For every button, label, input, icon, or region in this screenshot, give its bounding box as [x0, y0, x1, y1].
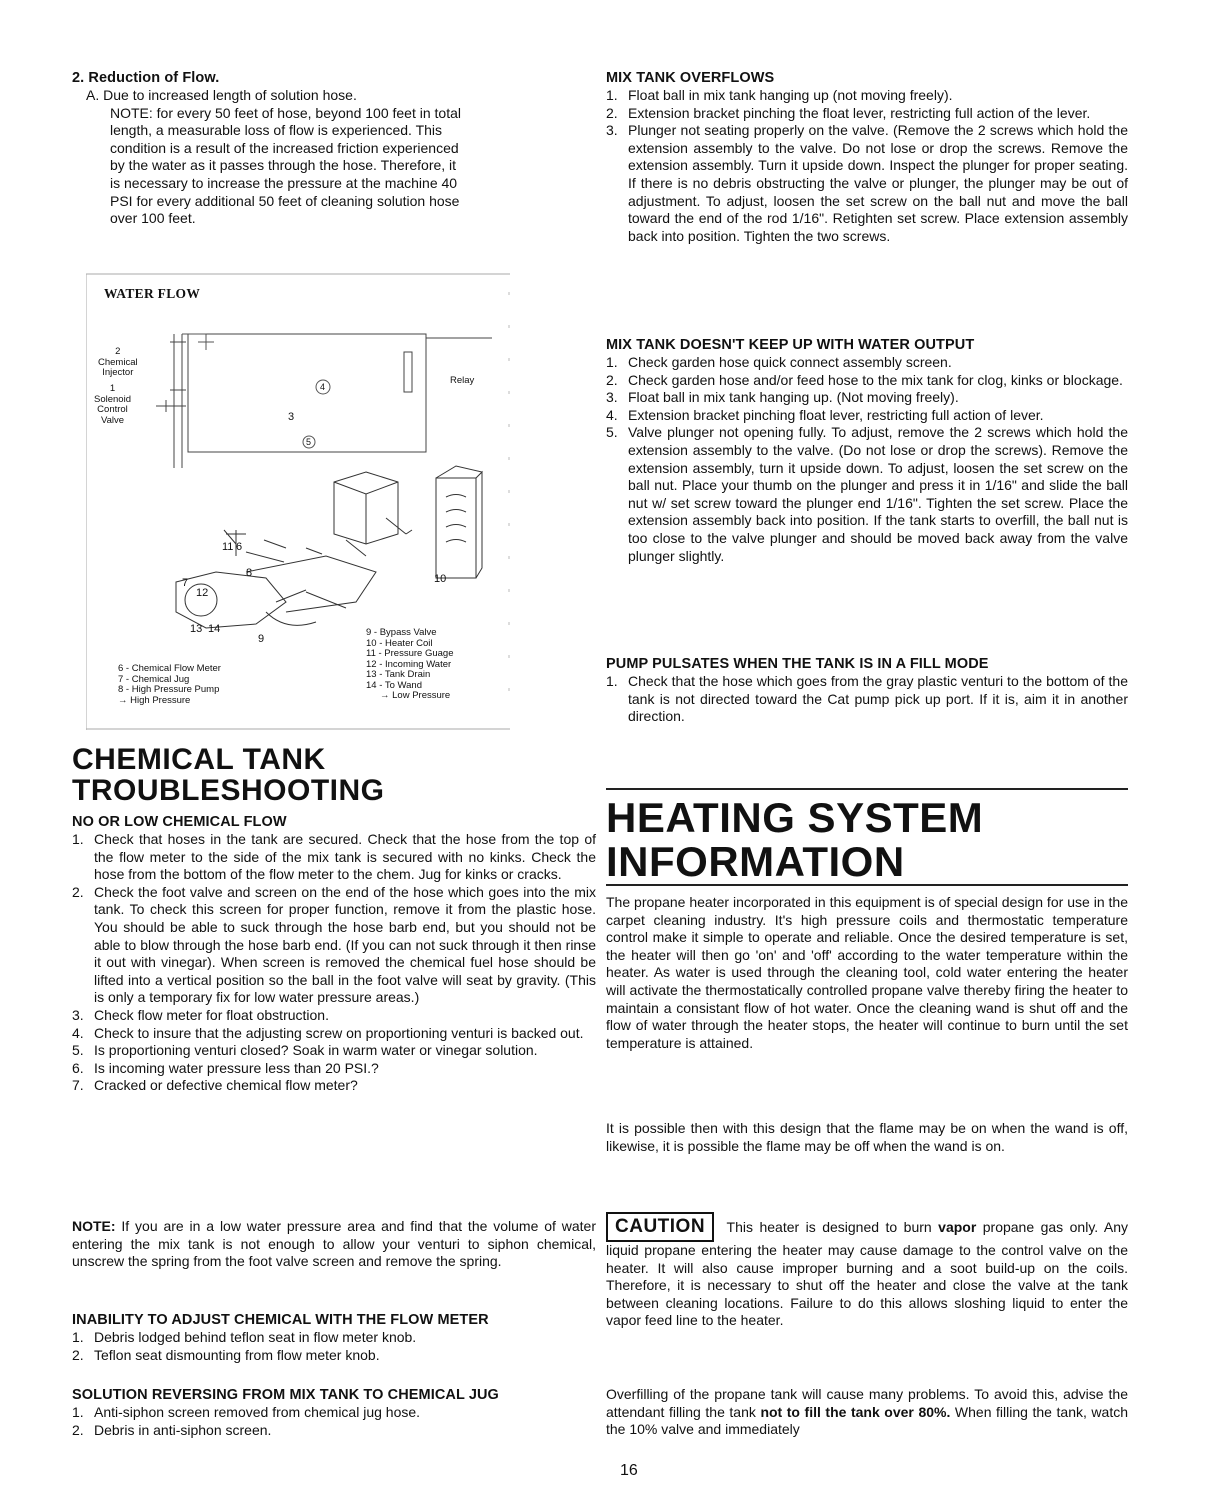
overflows-list [606, 87, 1128, 245]
figure-label-6: 6 [236, 541, 243, 553]
figure-label-9: 9 [258, 633, 265, 645]
list-item: 2. Check garden hose and/or feed hose to the mix tank for clog, kinks or blockage. [606, 371, 1123, 388]
reduction-note: NOTE: for every 50 feet of hose, beyond 100 feet in total length, a measurable loss of flow is experienced. This condition is a result of the increased friction experienced by the water as it passes through the hose. Therefore, it is necessary to increase the pressure at the machine 40 PSI for every additional 50 feet of cleaning solution hose over 100 feet. [110, 104, 461, 227]
list-item: 1. Anti-siphon screen removed from chemical jug hose. [72, 1404, 421, 1420]
list-item: 2. Debris in anti-siphon screen. [72, 1421, 272, 1438]
overfill-text-b: not to fill the tank over 80%. [760, 1403, 951, 1420]
list-item: 4. Extension bracket pinching float lever, restricting full action of lever. [606, 406, 1044, 423]
divider-top [606, 788, 1128, 790]
inability-list [72, 1329, 596, 1364]
keepup-section [606, 337, 1128, 565]
heat-title-line2: INFORMATION [606, 838, 905, 885]
list-item: 3. Float ball in mix tank hanging up. (Not moving freely). [606, 389, 959, 406]
legend-item: → High Pressure [118, 694, 191, 706]
heat-paragraph-1: The propane heater incorporated in this equipment is of special design for use in the carpet cleaning industry. It's high pressure coils and thermostatic temperature control make it simple to operate and reliable. Once the desired temperature is set, the heater will then go 'on' and 'off' according to the water temperature within the heater. As water is used through the cleaning tool, cold water entering the heater will activate the thermostatically controlled propane valve thereby firing the heater to maintain a consistant flow of hot water. Once the cleaning wand is shut off and the flow of water through the heater stops, the heater will continue to burn until the set temperature is attained. [606, 894, 1128, 1051]
list-item: 1. Check that the hose which goes from the gray plastic venturi to the bottom of the tank is not directed toward the Cat pump pick up port. If it is, aim it in another direction. [606, 673, 1128, 725]
divider-bottom [606, 884, 1128, 886]
chem-title-line2: TROUBLESHOOTING [72, 774, 385, 807]
list-item: 4. Check to insure that the adjusting screw on proportioning venturi is backed out. [72, 1024, 584, 1041]
caution-text-vapor: vapor [938, 1219, 977, 1235]
no-flow-list [72, 831, 596, 1095]
list-item: 1. Check that hoses in the tank are secured. Check that the hose from the top of the flow meter to the side of the mix tank is secured with no kinks. Check the hose from the bottom of the flow meter to the chem. Jug for kinks or cracks. [72, 831, 596, 883]
caution-badge: CAUTION [606, 1212, 714, 1242]
reversing-heading: SOLUTION REVERSING FROM MIX TANK TO CHEMICAL JUG [72, 1387, 499, 1403]
chem-title-line1: CHEMICAL TANK [72, 743, 326, 776]
list-item: 7. Cracked or defective chemical flow meter? [72, 1077, 358, 1094]
list-item: 3. Plunger not seating properly on the valve. (Remove the 2 screws which hold the extension assembly to the valve. Do not lose or drop the screws. Remove the extension assembly. Turn it upside down. Inspect the plunger for proper seating. If there is no debris obstructing the valve or plunger, the plunger may be out of adjustment. To adjust, loosen the set screw on the ball nut and move the ball toward the end of the rod 1/16". Retighten set screw. Place extension assembly back into position. Tighten the two screws. [606, 122, 1128, 244]
legend-item: 6 - Chemical Flow Meter [118, 663, 221, 674]
note-label: NOTE: [72, 1218, 116, 1234]
list-item: 6. Is incoming water pressure less than 20 PSI.? [72, 1059, 379, 1076]
pulsates-section [606, 656, 1128, 726]
legend-item: 11 - Pressure Guage [366, 648, 454, 659]
heat-title [606, 796, 1128, 884]
legend-item: 9 - Bypass Valve [366, 627, 437, 638]
list-item: 3. Check flow meter for float obstruction. [72, 1006, 329, 1023]
caution-paragraph [606, 1212, 1128, 1330]
legend-item: 12 - Incoming Water [366, 658, 452, 670]
legend-item: 10 - Heater Coil [366, 637, 433, 649]
relay-label: Relay [450, 375, 475, 386]
solenoid-valve-label: 1 Solenoid Control Valve [94, 383, 131, 426]
reversing-list [72, 1404, 596, 1439]
figure-label-14: 14 [208, 623, 221, 635]
legend-item: 13 - Tank Drain [366, 669, 431, 680]
no-flow-section [72, 814, 596, 1095]
figure-label-3: 3 [288, 411, 295, 423]
heat-title-line1: HEATING SYSTEM [606, 794, 984, 841]
figure-label-12: 12 [196, 587, 209, 599]
caution-text-c: propane gas only. Any liquid propane entering the heater may cause damage to the control valve on the heater. It will also cause improper burning and a soot build-up on the coils. Therefore, it is necessary to shut off the heater and close the valve at the tank between cleaning locations. Failure to do this allows sloshing liquid to enter the vapor feed line to the heater. [606, 1219, 1128, 1329]
reduction-section [72, 70, 596, 228]
figure-label-8: 8 [246, 567, 253, 579]
list-item: 2. Extension bracket pinching the float lever, restricting full action of the lever. [606, 104, 1091, 121]
figure-label-4: 4 [320, 382, 326, 392]
overfill-text-c: When filling the tank, watch the 10% valve and immediately [606, 1403, 1128, 1438]
overflows-section [606, 70, 1128, 245]
figure-label-11: 11 [222, 541, 234, 553]
pulsates-heading: PUMP PULSATES WHEN THE TANK IS IN A FILL MODE [606, 656, 989, 672]
no-flow-heading: NO OR LOW CHEMICAL FLOW [72, 814, 287, 830]
inability-heading: INABILITY TO ADJUST CHEMICAL WITH THE FLOW METER [72, 1312, 489, 1328]
overflows-heading: MIX TANK OVERFLOWS [606, 70, 775, 86]
caution-text-a: This heater is designed to burn [726, 1219, 939, 1235]
inability-section [72, 1312, 596, 1364]
legend-item: 14 - To Wand [366, 679, 422, 691]
figure-title: WATER FLOW [104, 286, 201, 301]
overfill-paragraph [606, 1386, 1128, 1439]
keepup-list [606, 354, 1128, 565]
heat-paragraph-2: It is possible then with this design that the flame may be on when the wand is off, likewise, it is possible the flame may be off when the wand is on. [606, 1120, 1128, 1154]
list-item: 1. Debris lodged behind teflon seat in flow meter knob. [72, 1329, 417, 1345]
reduction-heading: 2. Reduction of Flow. [72, 70, 220, 86]
pulsates-list [606, 673, 1128, 726]
reduction-line-a: A. Due to increased length of solution hose. [86, 87, 357, 103]
legend-left [118, 664, 221, 706]
legend-item: 7 - Chemical Jug [118, 673, 190, 685]
chemical-injector-label: 2 Chemical Injector [98, 346, 138, 378]
figure-label-5: 5 [306, 437, 312, 447]
figure-label-10: 10 [434, 573, 447, 585]
reversing-section [72, 1387, 596, 1439]
figure-label-7: 7 [182, 577, 189, 589]
list-item: 5. Valve plunger not opening fully. To adjust, remove the 2 screws which hold the extension assembly to the valve. (Do not lose or drop the screws). Remove the extension assembly, turn it upside down. To adjust, loosen the set screw on the ball nut. Place your thumb on the plunger and press it in 1/16" and slide the ball nut w/ set screw toward the plunger end 1/16". Tighten the set screw. Place the extension assembly back into position. If the tank starts to overfill, the ball nut is too close to the valve plunger and should be moved back away from the valve plunger slightly. [606, 424, 1128, 564]
note-text: If you are in a low water pressure area and find that the volume of water entering the mix tank is not enough to allow your venturi to siphon chemical, unscrew the spring from the foot valve screen and remove the spring. [72, 1218, 596, 1270]
legend-item: → Low Pressure [380, 690, 451, 701]
legend-right [366, 628, 453, 702]
page-number: 16 [620, 1462, 638, 1479]
list-item: 1. Check garden hose quick connect assembly screen. [606, 354, 952, 370]
figure-label-13: 13 [190, 623, 203, 635]
list-item: 5. Is proportioning venturi closed? Soak in warm water or vinegar solution. [72, 1042, 538, 1059]
overfill-text-a: Overfilling of the propane tank will cause many problems. To avoid this, advise the attendant filling the tank [606, 1386, 1128, 1420]
no-flow-note [72, 1218, 596, 1271]
legend-item: 8 - High Pressure Pump [118, 684, 220, 695]
keepup-heading: MIX TANK DOESN'T KEEP UP WITH WATER OUTPUT [606, 337, 975, 353]
list-item: 2. Teflon seat dismounting from flow meter knob. [72, 1346, 380, 1363]
water-flow-figure [86, 272, 510, 730]
chem-title [72, 744, 596, 806]
list-item: 1. Float ball in mix tank hanging up (not moving freely). [606, 87, 953, 103]
list-item: 2. Check the foot valve and screen on the end of the hose which goes into the mix tank. To check this screen for proper function, remove it from the plastic hose. You should be able to suck through the hose barb end, but you should not be able to blow through the hose barb end. (If you can not suck through it then rinse it out with vinegar). When screen is removed the chemical fuel hose should be lifted into a vertical position so the ball in the foot valve will seat by gravity. (This is only a temporary fix for low water pressure areas.) [72, 883, 596, 1006]
